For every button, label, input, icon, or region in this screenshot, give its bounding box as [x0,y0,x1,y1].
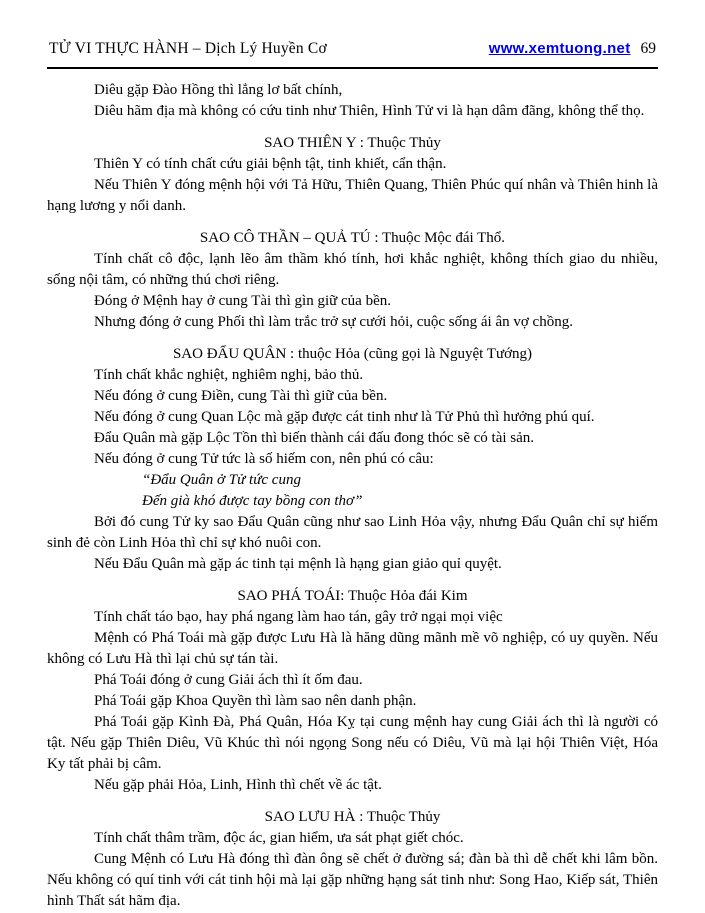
paragraph: Diêu gặp Đào Hồng thì lẳng lơ bất chính, [94,82,343,98]
section-heading: SAO PHÁ TOÁI: Thuộc Hỏa đái Kim [237,588,468,604]
quote-line: “Đẩu Quân ở Tử tức cung [142,472,301,488]
paragraph: Mệnh có Phá Toái mà gặp được Lưu Hà là hăng dũng mãnh mề võ nghiệp, có uy quyền. Nếu không có Lưu Hà thì lại chủ sự tán tài. [47,630,658,667]
page-header [47,40,658,67]
section-heading: SAO THIÊN Y : Thuộc Thủy [264,135,441,151]
paragraph: Nếu gặp phải Hỏa, Linh, Hình thì chết về ác tật. [94,777,382,793]
paragraph: Tính chất cô độc, lạnh lẽo âm thầm khó tính, hơi khắc nghiệt, không thích giao du nhiều, sống nội tâm, có những thú chơi riêng. [47,251,658,288]
paragraph: Tính chất thâm trầm, độc ác, gian hiểm, ưa sát phạt giết chóc. [94,830,464,846]
paragraph: Nếu Thiên Y đóng mệnh hội với Tả Hữu, Thiên Quang, Thiên Phúc quí nhân và Thiên hinh là hạng lương y nổi danh. [47,177,658,214]
website-link[interactable]: www.xemtuong.net [488,40,631,57]
paragraph: Nếu đóng ở cung Tử tức là số hiếm con, nên phú có câu: [94,451,434,467]
quote-line: Đến già khó được tay bồng con thơ” [142,493,363,509]
header-divider [47,67,658,69]
paragraph: Tính chất táo bạo, hay phá ngang làm hao tán, gây trở ngại mọi việc [94,609,503,625]
section-heading: SAO CÔ THẦN – QUẢ TÚ : Thuộc Mộc đái Thổ. [199,230,506,246]
paragraph: Nếu đóng ở cung Quan Lộc mà gặp được cát tinh như là Tử Phủ thì hưởng phú quí. [94,409,595,425]
document-title: TỬ VI THỰC HÀNH – Dịch Lý Huyền Cơ [49,40,327,57]
page-number: 69 [640,40,656,57]
paragraph: Nếu đóng ở cung Điền, cung Tài thì giữ của bền. [94,388,388,404]
document-body [47,80,658,912]
paragraph: Tính chất khắc nghiệt, nghiêm nghị, bảo thủ. [94,367,364,383]
paragraph: Phá Toái đóng ở cung Giải ách thì ít ốm đau. [94,672,363,688]
paragraph: Cung Mệnh có Lưu Hà đóng thì đàn ông sẽ chết ở đường sá; đàn bà thì dễ chết khi lâm bồn. Nếu không có quí tinh với cát tinh hội mà lại gặp những hạng sát tinh như: Song Hao, Kiếp sát, Thiên hình Thất sát hãm địa. [47,851,658,909]
paragraph: Đóng ở Mệnh hay ở cung Tài thì gìn giữ của bền. [94,293,391,309]
paragraph: Phá Toái gặp Kình Đà, Phá Quân, Hóa Kỵ tại cung mệnh hay cung Giải ách thì là người có tật. Nếu gặp Thiên Diêu, Vũ Khúc thì nói ngọng Song nếu có Diêu, Vũ mà lại hội Thiên Việt, Hóa Ky tất phải bị câm. [47,714,658,772]
section-heading: SAO LƯU HÀ : Thuộc Thủy [264,809,441,825]
header-right-group [489,40,656,58]
paragraph: Thiên Y có tính chất cứu giải bệnh tật, tinh khiết, cẩn thận. [94,156,447,172]
paragraph: Phá Toái gặp Khoa Quyền thì làm sao nên danh phận. [94,693,417,709]
paragraph: Diêu hãm địa mà không có cứu tinh như Thiên, Hình Tử vi là hạn dâm đãng, không thể thọ. [94,103,645,119]
paragraph: Nhưng đóng ở cung Phối thì làm trắc trở sự cưới hỏi, cuộc sống ái ân vợ chồng. [94,314,573,330]
paragraph: Nếu Đẩu Quân mà gặp ác tinh tại mệnh là hạng gian giảo quỉ quyệt. [94,556,502,572]
section-heading: SAO ĐẨU QUÂN : thuộc Hỏa (cũng gọi là Nguyệt Tướng) [172,346,533,362]
paragraph: Bởi đó cung Tử ky sao Đẩu Quân cũng như sao Linh Hỏa vậy, nhưng Đẩu Quân chỉ sự hiếm sinh đẻ còn Linh Hỏa thì chỉ sự khó nuôi con. [47,514,658,551]
paragraph: Đẩu Quân mà gặp Lộc Tồn thì biến thành cái đấu đong thóc sẽ có tài sản. [94,430,535,446]
